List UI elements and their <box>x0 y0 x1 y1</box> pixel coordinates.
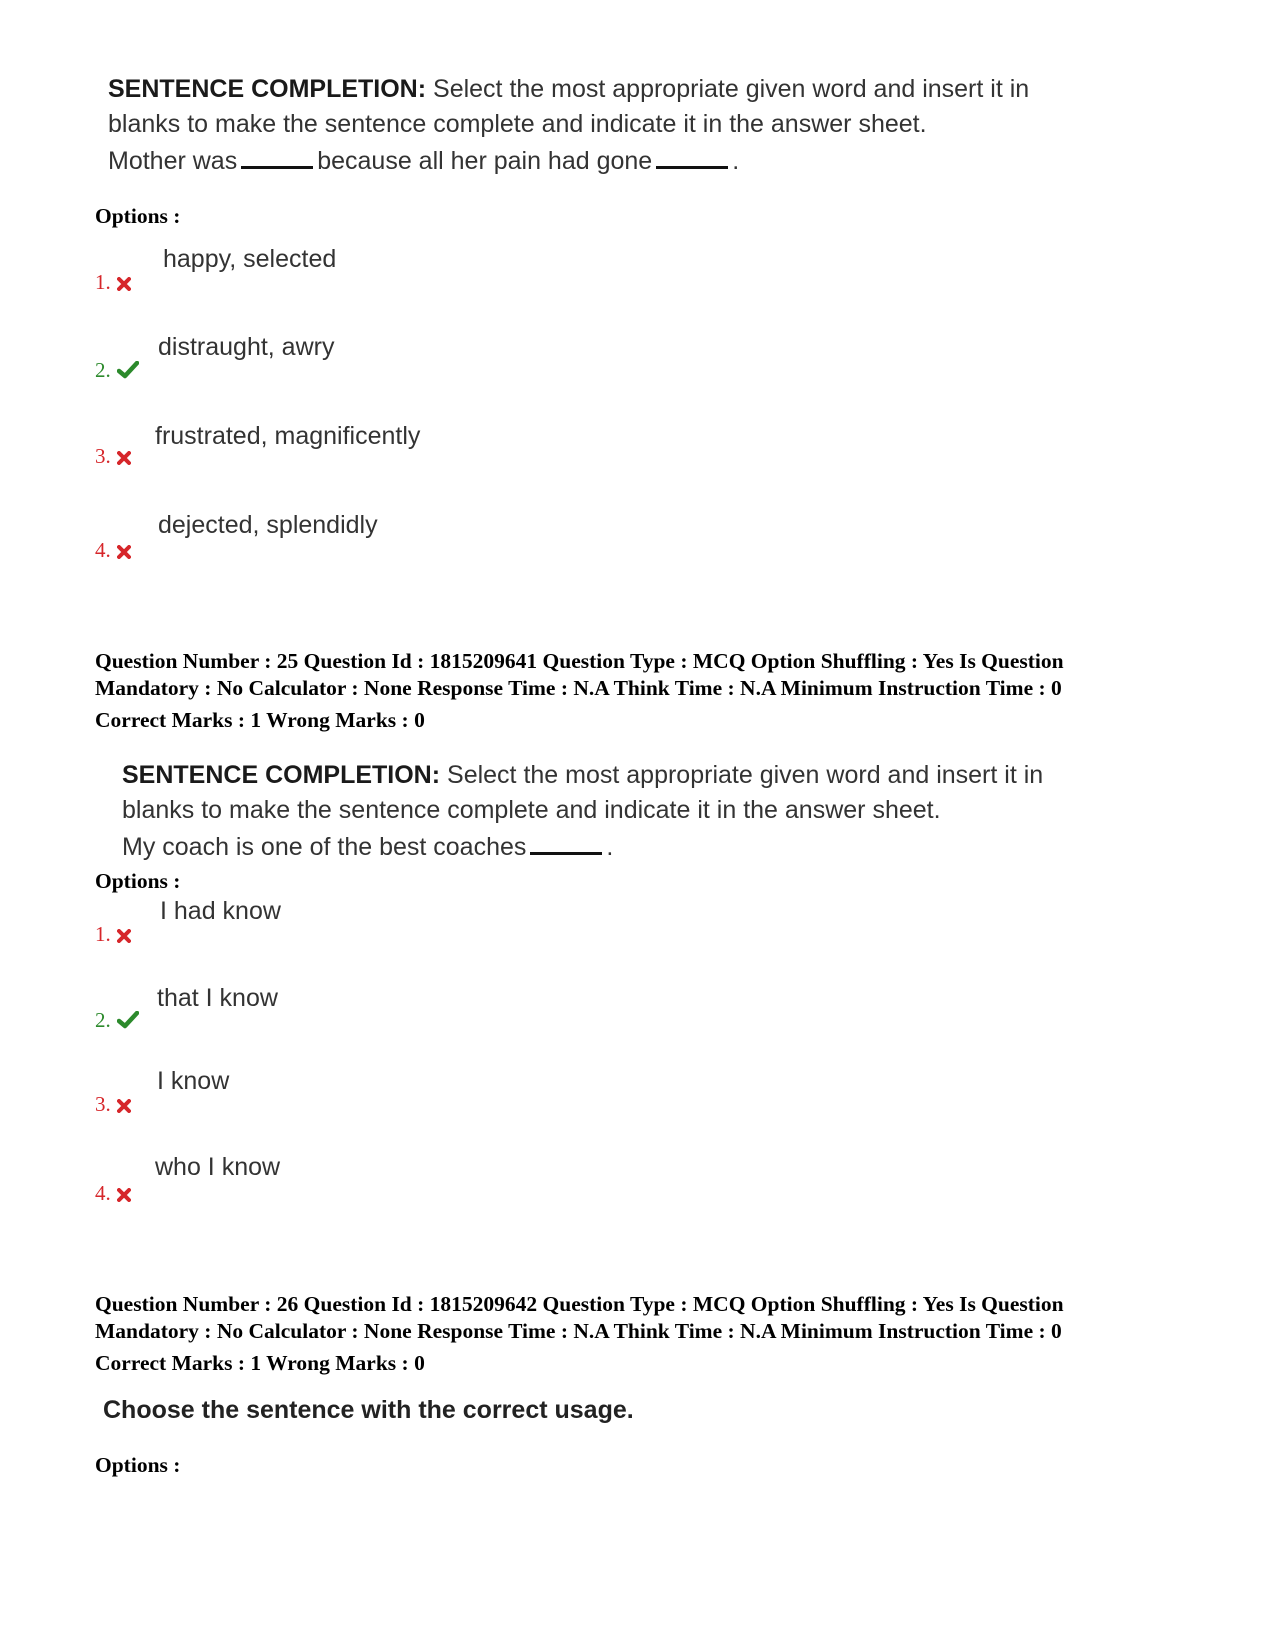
stem-prefix: SENTENCE COMPLETION: <box>122 761 441 789</box>
option-3-number: 3. <box>95 444 131 470</box>
blank <box>241 142 313 169</box>
cross-icon <box>117 1094 131 1118</box>
cross-icon <box>117 446 131 470</box>
stem-line-2: blanks to make the sentence complete and indicate it in the answer sheet. <box>108 110 927 138</box>
meta-line: Question Number : 25 Question Id : 1815209641 Question Type : MCQ Option Shuffling : Yes Is Question <box>95 649 1064 673</box>
question-24-stem <box>108 72 1029 179</box>
options-label: Options : <box>95 204 181 228</box>
question-26-meta <box>95 1291 1195 1345</box>
sentence-end: . <box>606 833 614 861</box>
cross-icon <box>117 540 131 564</box>
sentence-part: because all her pain had gone <box>317 147 653 175</box>
check-icon <box>117 1010 139 1034</box>
question-26-stem: Choose the sentence with the correct usage. <box>103 1396 634 1424</box>
option-4-text: who I know <box>155 1153 281 1181</box>
meta-line: Mandatory : No Calculator : None Response Time : N.A Think Time : N.A Minimum Instruction Time : 0 <box>95 676 1062 700</box>
option-2-text: distraught, awry <box>158 333 335 361</box>
option-4-number: 4. <box>95 1181 131 1207</box>
blank <box>656 142 728 169</box>
stem-text: Select the most appropriate given word and insert it in <box>440 761 1044 789</box>
stem-text: Select the most appropriate given word and insert it in <box>426 75 1030 103</box>
stem-prefix: SENTENCE COMPLETION: <box>108 75 427 103</box>
option-1-text: I had know <box>160 897 281 925</box>
option-2-number: 2. <box>95 358 139 384</box>
sentence-end: . <box>732 147 740 175</box>
option-3-text: frustrated, magnificently <box>155 422 421 450</box>
option-4-text: dejected, splendidly <box>158 511 378 539</box>
meta-line: Mandatory : No Calculator : None Response Time : N.A Think Time : N.A Minimum Instruction Time : 0 <box>95 1319 1062 1343</box>
cross-icon <box>117 1183 131 1207</box>
question-25-meta <box>95 648 1195 702</box>
option-2-number: 2. <box>95 1008 139 1034</box>
option-3-number: 3. <box>95 1092 131 1118</box>
sentence-part: My coach is one of the best coaches <box>122 833 527 861</box>
options-label: Options : <box>95 869 181 893</box>
cross-icon <box>117 272 131 296</box>
blank <box>530 828 602 855</box>
option-1-number: 1. <box>95 922 131 948</box>
meta-line: Question Number : 26 Question Id : 1815209642 Question Type : MCQ Option Shuffling : Yes Is Question <box>95 1292 1064 1316</box>
sentence-part: Mother was <box>108 147 238 175</box>
option-4-number: 4. <box>95 538 131 564</box>
option-1-text: happy, selected <box>163 245 337 273</box>
option-2-text: that I know <box>157 984 278 1012</box>
stem-sentence <box>108 142 1029 179</box>
check-icon <box>117 360 139 384</box>
cross-icon <box>117 924 131 948</box>
question-25-stem <box>122 758 1043 865</box>
question-26-marks: Correct Marks : 1 Wrong Marks : 0 <box>95 1351 425 1375</box>
stem-sentence <box>122 828 1043 865</box>
question-25-marks: Correct Marks : 1 Wrong Marks : 0 <box>95 708 425 732</box>
stem-line-2: blanks to make the sentence complete and indicate it in the answer sheet. <box>122 796 941 824</box>
option-1-number: 1. <box>95 270 131 296</box>
options-label: Options : <box>95 1453 181 1477</box>
option-3-text: I know <box>157 1067 230 1095</box>
